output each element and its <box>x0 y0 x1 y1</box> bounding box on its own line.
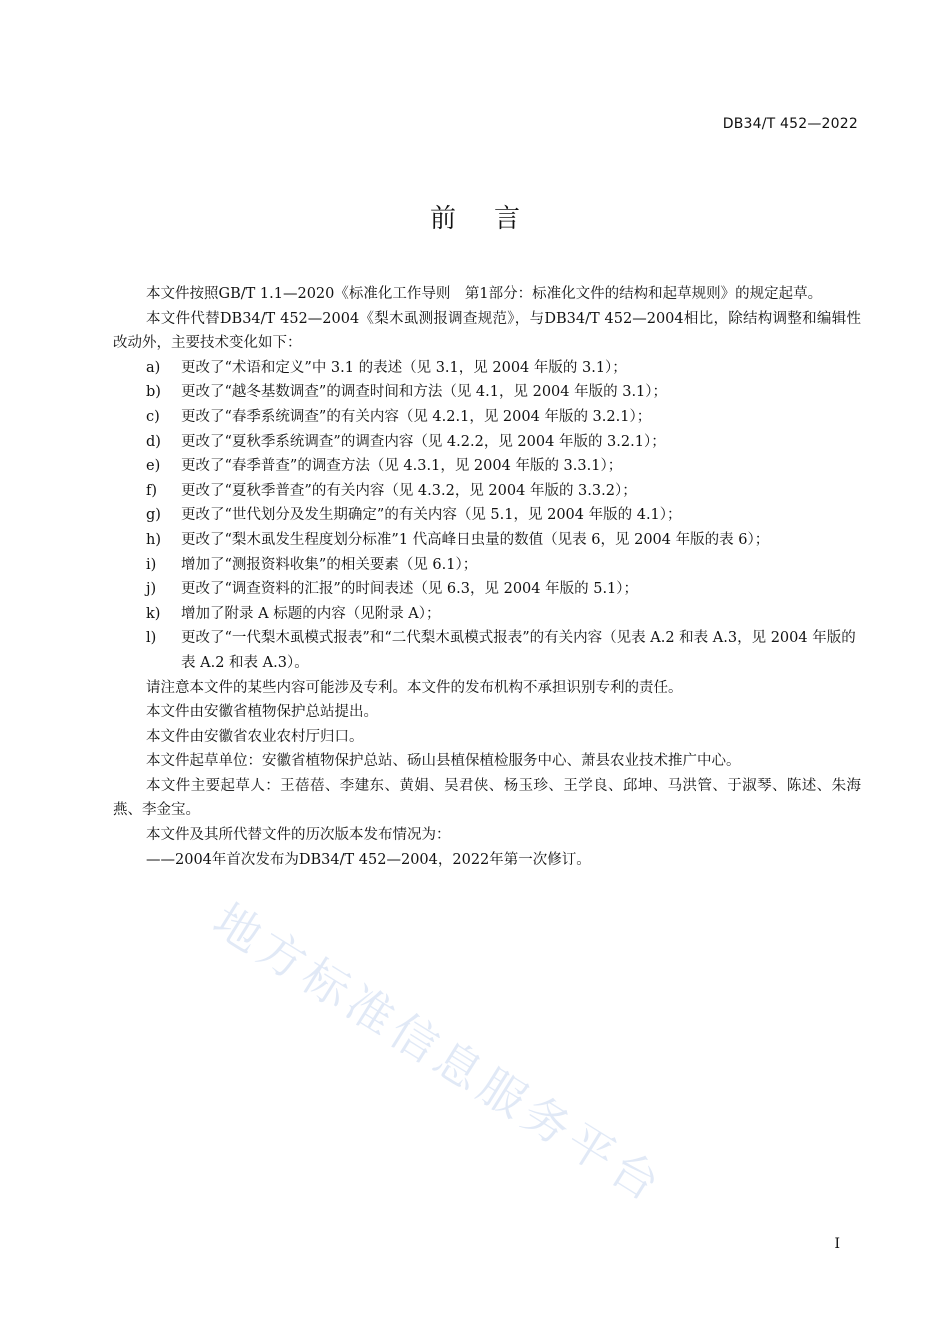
list-item <box>113 577 861 602</box>
list-item-text: 更改了“世代划分及发生期确定”的有关内容（见 5.1，见 2004 年版的 4.1）； <box>181 507 682 524</box>
list-item <box>113 454 861 479</box>
list-item-text: 增加了附录 A 标题的内容（见附录 A）； <box>181 605 441 622</box>
paragraph-drafting-units: 本文件起草单位：安徽省植物保护总站、砀山县植保植检服务中心、萧县农业技术推广中心。 <box>146 753 741 770</box>
list-item <box>113 528 861 553</box>
list-item <box>113 479 861 504</box>
list-item-text: 增加了“测报资料收集”的相关要素（见 6.1）； <box>181 556 478 573</box>
list-item-label: l) <box>146 630 157 647</box>
list-item-text: 更改了“春季普查”的调查方法（见 4.3.1，见 2004 年版的 3.3.1）； <box>181 458 623 475</box>
foreword-body <box>113 282 861 872</box>
list-item-label: i) <box>146 556 157 573</box>
list-item-label: k) <box>146 605 161 622</box>
list-item-label: d) <box>146 433 161 450</box>
list-item-label: b) <box>146 384 161 401</box>
list-item-label: g) <box>146 507 161 524</box>
list-item <box>113 553 861 578</box>
list-item-text: 更改了“一代梨木虱模式报表”和“二代梨木虱模式报表”的有关内容（见表 A.2 和表 A.3，见 2004 年版的表 A.2 和表 A.3）。 <box>181 630 856 671</box>
paragraph-drafters: 本文件主要起草人：王蓓蓓、李建东、黄娟、吴君侠、杨玉珍、王学良、邱坤、马洪管、于淑琴、陈述、朱海燕、李金宝。 <box>113 777 861 819</box>
list-item-text: 更改了“夏秋季普查”的有关内容（见 4.3.2，见 2004 年版的 3.3.2）； <box>181 482 637 499</box>
list-item <box>113 503 861 528</box>
list-item-label: a) <box>146 359 161 376</box>
list-item-text: 更改了“春季系统调查”的有关内容（见 4.2.1，见 2004 年版的 3.2.1）； <box>181 408 652 425</box>
page-title: 前言 <box>429 204 558 234</box>
list-item-text: 更改了“调查资料的汇报”的时间表述（见 6.3，见 2004 年版的 5.1）； <box>181 581 639 598</box>
list-item-label: e) <box>146 458 161 475</box>
list-item <box>113 626 861 675</box>
list-item-label: f) <box>146 482 158 499</box>
paragraph-history-intro: 本文件及其所代替文件的历次版本发布情况为： <box>146 827 451 844</box>
paragraph-authority: 本文件由安徽省农业农村厅归口。 <box>146 728 364 745</box>
page-number: I <box>834 1236 840 1252</box>
list-item <box>113 380 861 405</box>
list-item-label: j) <box>146 581 157 598</box>
document-code: DB34/T 452—2022 <box>722 116 858 132</box>
paragraph-history: ——2004年首次发布为DB34/T 452—2004，2022年第一次修订。 <box>146 851 591 868</box>
list-item-text: 更改了“夏秋季系统调查”的调查内容（见 4.2.2，见 2004 年版的 3.2.1）； <box>181 433 666 450</box>
list-item-label: h) <box>146 531 161 548</box>
paragraph-drafting-basis: 本文件按照GB/T 1.1—2020《标准化工作导则 第1部分：标准化文件的结构和起草规则》的规定起草。 <box>146 286 823 302</box>
paragraph-replacement: 本文件代替DB34/T 452—2004《梨木虱测报调查规范》，与DB34/T 452—2004相比，除结构调整和编辑性改动外，主要技术变化如下： <box>113 310 861 352</box>
list-item <box>113 356 861 381</box>
list-item <box>113 430 861 455</box>
list-item-label: c) <box>146 408 160 425</box>
watermark: 地方标准信息服务平台 <box>204 892 674 1214</box>
list-item-text: 更改了“术语和定义”中 3.1 的表述（见 3.1，见 2004 年版的 3.1）； <box>181 359 627 376</box>
paragraph-patent-notice: 请注意本文件的某些内容可能涉及专利。本文件的发布机构不承担识别专利的责任。 <box>146 679 683 696</box>
paragraph-proposer: 本文件由安徽省植物保护总站提出。 <box>146 704 378 721</box>
list-item <box>113 405 861 430</box>
list-item <box>113 602 861 627</box>
list-item-text: 更改了“越冬基数调查”的调查时间和方法（见 4.1，见 2004 年版的 3.1）； <box>181 384 668 401</box>
list-item-text: 更改了“梨木虱发生程度划分标准”1 代高峰日虫量的数值（见表 6，见 2004 年版的表 6）； <box>181 531 770 548</box>
